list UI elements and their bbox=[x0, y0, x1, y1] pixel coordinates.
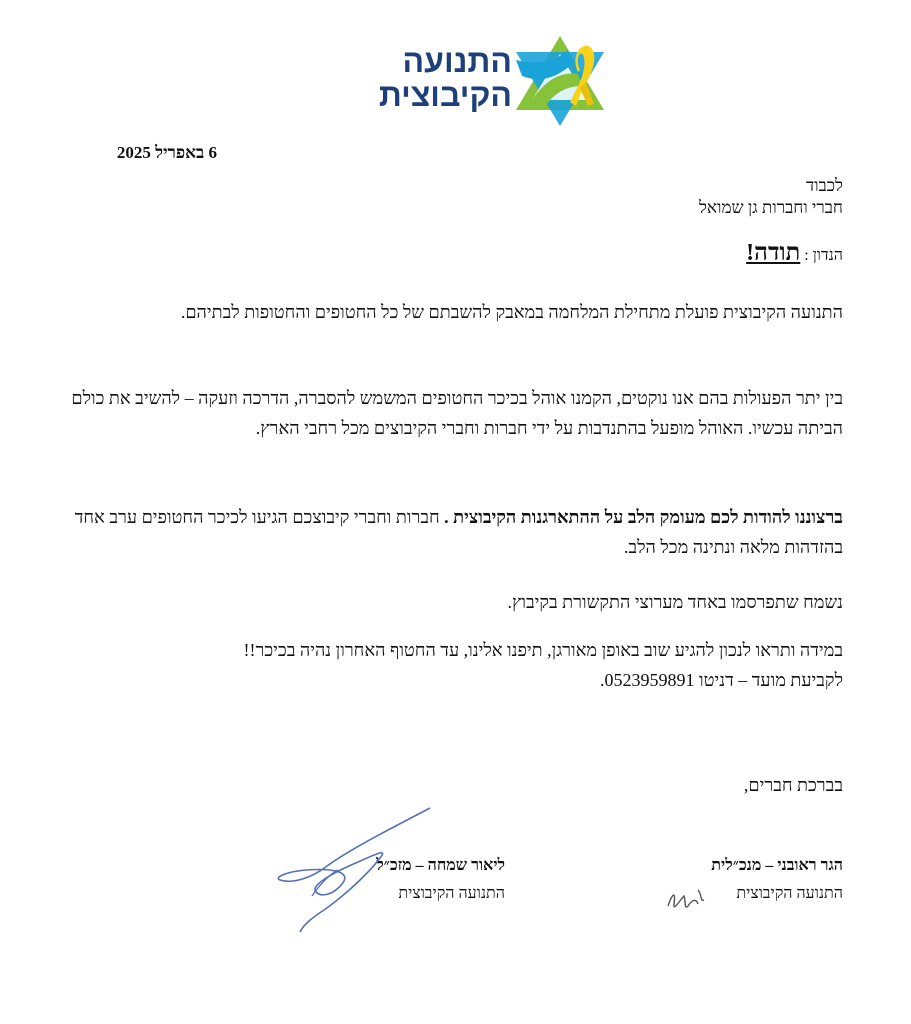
signature-block-ceo bbox=[711, 852, 843, 908]
signer-name: הגר ראובני – מנכ״לית bbox=[711, 857, 843, 874]
handwritten-signature-secretary bbox=[272, 800, 437, 935]
paragraph-call bbox=[63, 635, 843, 695]
paragraph-tent: בין יתר הפעולות בהם אנו נוקטים, הקמנו אוהל בכיכר החטופים המשמש להסברה, הדרכה וזעקה – להשיב את כולם הביתה עכשיו. האוהל מופעל בהתנדבות על ידי חברות וחברי הקיבוצים מכל רחבי הארץ. bbox=[71, 388, 843, 438]
subject-title: תודה! bbox=[746, 240, 801, 266]
logo-text-line1: התנועה bbox=[402, 43, 512, 79]
handwritten-signature-ceo bbox=[662, 876, 712, 920]
logo-text-line2: הקיבוצית bbox=[378, 77, 512, 113]
recipient-line1: לכבוד bbox=[806, 176, 843, 195]
star-ribbon-icon bbox=[508, 30, 612, 128]
closing-greeting: בברכת חברים, bbox=[743, 775, 843, 795]
recipient-block bbox=[63, 175, 843, 219]
signer-name: ליאור שמחה – מזכ״ל bbox=[376, 857, 505, 874]
call-line2: לקביעת מועד – דניטו 0523959891. bbox=[600, 670, 843, 690]
thanks-bold: ברצוננו להודות לכם מעומק הלב על ההתארגנות הקיבוצית . bbox=[444, 507, 843, 527]
paragraph-publish: נשמח שתפרסמו באחד מערוצי התקשורת בקיבוץ. bbox=[507, 592, 843, 612]
subject-label: הנדון : bbox=[804, 247, 843, 264]
signer-org: התנועה הקיבוצית bbox=[398, 885, 505, 902]
call-line1: במידה ותראו לנכון להגיע שוב באופן מאורגן, תיפנו אלינו, עד החטוף האחרון נהיה בכיכר!! bbox=[243, 640, 843, 660]
paragraph-thanks bbox=[63, 502, 843, 562]
paragraph-intro: התנועה הקיבוצית פועלת מתחילת המלחמה במאבק להשבתם של כל החטופים והחטופות לבתיהם. bbox=[180, 302, 843, 322]
signer-org: התנועה הקיבוצית bbox=[736, 885, 843, 902]
letterhead-logo bbox=[360, 30, 612, 128]
letter-date: 6 באפריל 2025 bbox=[116, 143, 217, 162]
recipient-line2: חברי וחברות גן שמואל bbox=[698, 198, 843, 217]
thanks-rest: חברות וחברי קיבוצכם הגיעו לכיכר החטופים ערב אחד בהזדהות מלאה ונתינה מכל הלב. bbox=[74, 507, 843, 557]
subject-line bbox=[63, 238, 843, 271]
